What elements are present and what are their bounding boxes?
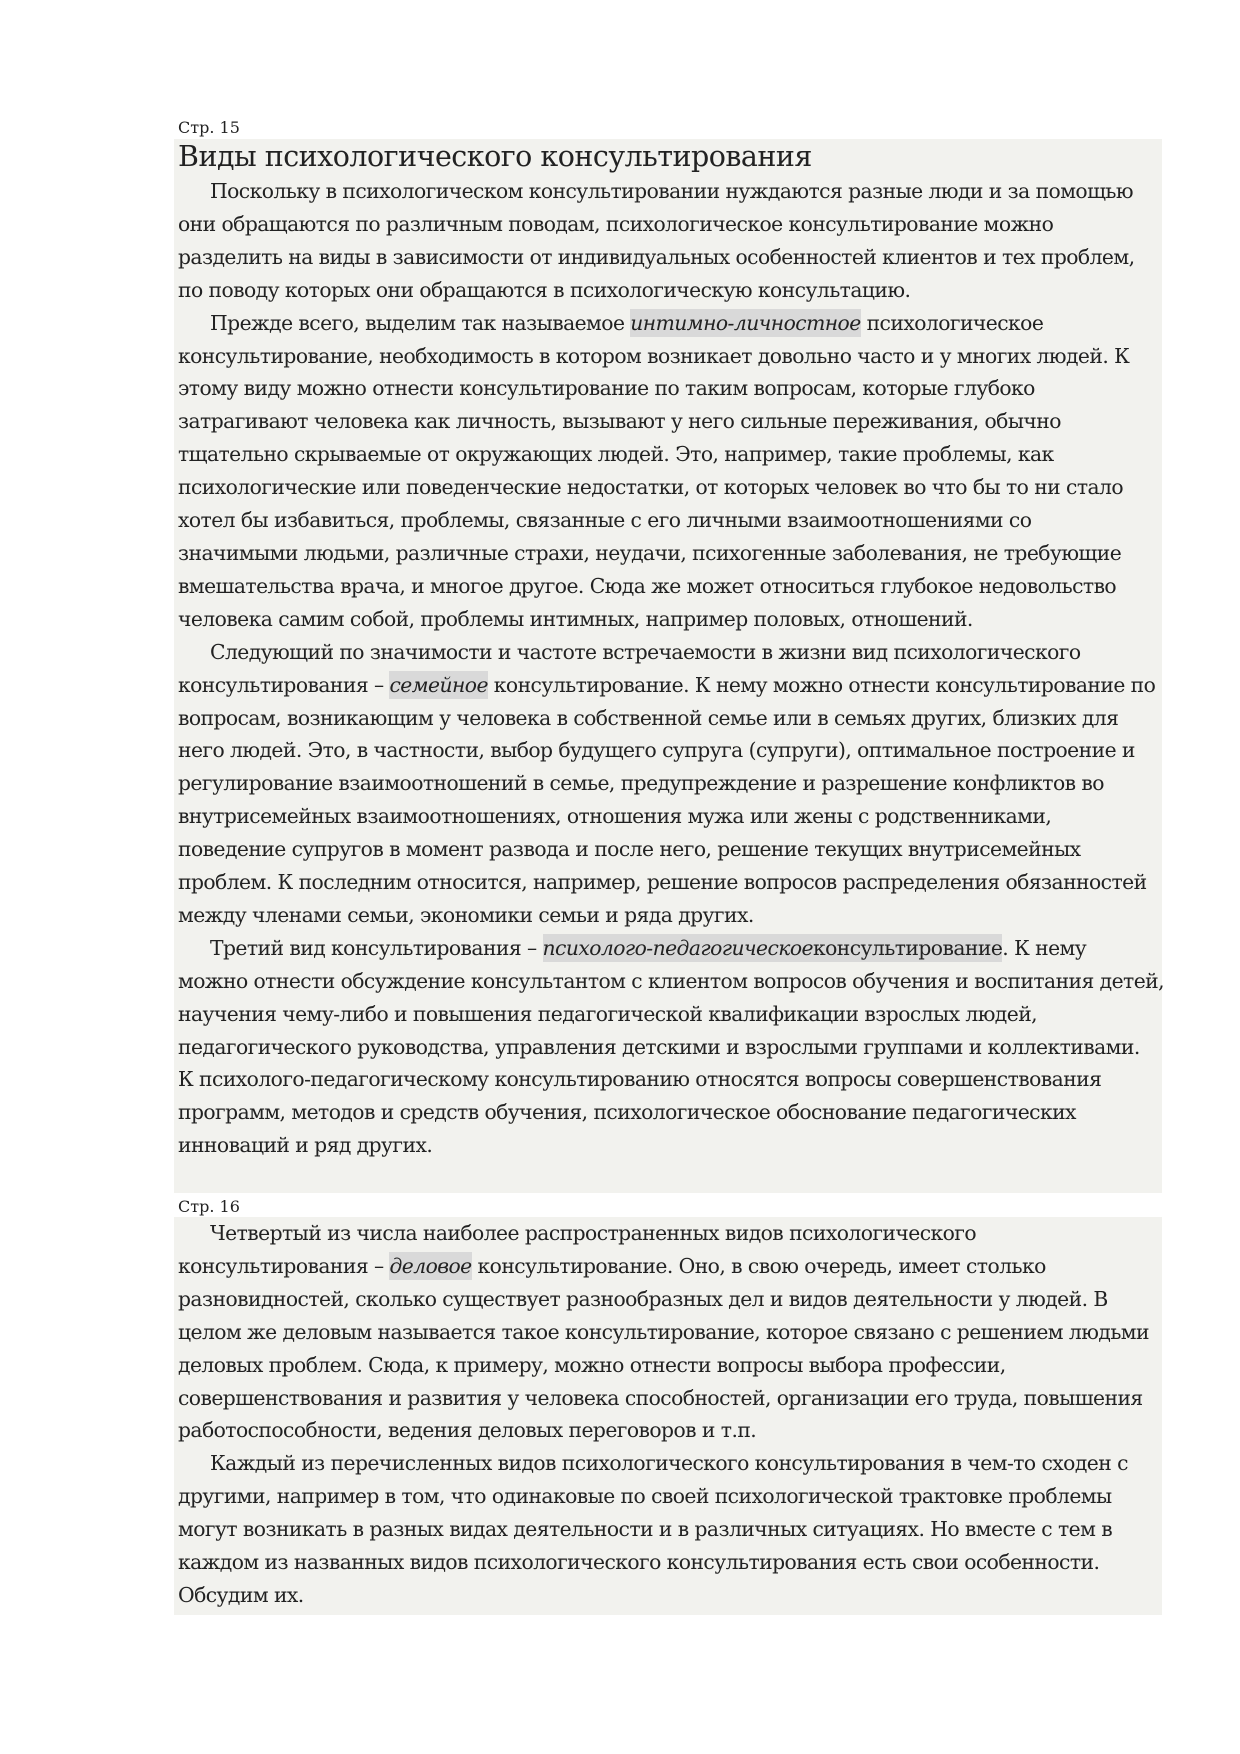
text-line: внутрисемейных взаимоотношениях, отношения мужа или жены с родственниками, bbox=[178, 804, 1052, 829]
term-italic: психолого-педагогическое bbox=[542, 935, 813, 960]
text-line: Четвертый из числа наиболее распространенных видов психологического bbox=[210, 1221, 977, 1245]
text-line: Следующий по значимости и частоте встречаемости в жизни вид психологического bbox=[210, 639, 1081, 664]
text-line: целом же деловым называется такое консультирование, которое связано с решением людьми bbox=[178, 1319, 1149, 1344]
text-fragment: Прежде всего, выделим так называемое bbox=[210, 310, 631, 335]
text-fragment: консультирования – bbox=[178, 1253, 390, 1278]
text-fragment: консультирование. Оно, в свою очередь, имеет столько bbox=[471, 1253, 1046, 1278]
text-line: тщательно скрываемые от окружающих людей. Это, например, такие проблемы, как bbox=[178, 442, 1054, 467]
text-line: совершенствования и развития у человека способностей, организации его труда, повышения bbox=[178, 1385, 1143, 1410]
text-line: значимыми людьми, различные страхи, неудачи, психогенные заболевания, не требующие bbox=[178, 540, 1122, 565]
text-line: можно отнести обсуждение консультантом с клиентом вопросов обучения и воспитания детей, bbox=[178, 968, 1165, 993]
text-line: хотел бы избавиться, проблемы, связанные с его личными взаимоотношениями со bbox=[178, 508, 1032, 533]
term-highlight: интимно-личностное bbox=[630, 310, 861, 335]
term-highlight: деловое bbox=[389, 1253, 472, 1278]
section-title: Виды психологического консультирования bbox=[178, 140, 812, 173]
text-line: разновидностей, сколько существует разнообразных дел и видов деятельности у людей. В bbox=[178, 1286, 1108, 1311]
page-label-16: Стр. 16 bbox=[178, 1197, 240, 1216]
text-line: работоспособности, ведения деловых переговоров и т.п. bbox=[178, 1418, 757, 1443]
text-line: программ, методов и средств обучения, психологическое обоснование педагогических bbox=[178, 1100, 1076, 1125]
text-line: проблем. К последним относится, например, решение вопросов распределения обязанностей bbox=[178, 870, 1147, 895]
text-line: научения чему-либо и повышения педагогической квалификации взрослых людей, bbox=[178, 1001, 1038, 1026]
text-fragment: . К нему bbox=[1002, 935, 1087, 960]
paragraph-6 bbox=[178, 1447, 1156, 1612]
text-line: консультирование, необходимость в котором возникает довольно часто и у многих людей. К bbox=[178, 343, 1130, 368]
text-line: педагогического руководства, управления детскими и взрослыми группами и коллективами. bbox=[178, 1034, 1140, 1059]
text-line: разделить на виды в зависимости от индивидуальных особенностей клиентов и тех проблем, bbox=[178, 244, 1135, 269]
text-line: могут возникать в разных видах деятельности и в различных ситуациях. Но вместе с тем в bbox=[178, 1517, 1113, 1542]
term-tail: консультирование bbox=[812, 935, 1003, 960]
text-line: деловых проблем. Сюда, к примеру, можно отнести вопросы выбора профессии, bbox=[178, 1352, 1006, 1377]
text-line: каждом из названных видов психологического консультирования есть свои особенности. bbox=[178, 1550, 1100, 1575]
text-fragment: психологическое bbox=[860, 310, 1044, 335]
page-15-block bbox=[174, 139, 1165, 1193]
text-fragment: консультирования – bbox=[178, 672, 390, 697]
text-line: вопросам, возникающим у человека в собственной семье или в семьях других, близких для bbox=[178, 705, 1119, 730]
term-highlight bbox=[543, 934, 1003, 962]
text-line: по поводу которых они обращаются в психологическую консультацию. bbox=[178, 277, 911, 302]
text-line: они обращаются по различным поводам, психологическое консультирование можно bbox=[178, 211, 1054, 236]
paragraph-3 bbox=[178, 636, 1156, 932]
text-line bbox=[178, 669, 1156, 702]
paragraph-4 bbox=[178, 932, 1165, 1162]
text-line bbox=[178, 932, 1156, 965]
page-16-block bbox=[174, 1217, 1162, 1615]
text-line bbox=[178, 307, 1156, 340]
text-line: Поскольку в психологическом консультировании нуждаются разные люди и за помощью bbox=[210, 179, 1133, 203]
text-line: регулирование взаимоотношений в семье, предупреждение и разрешение конфликтов во bbox=[178, 771, 1104, 796]
text-line: поведение супругов в момент развода и после него, решение текущих внутрисемейных bbox=[178, 837, 1081, 862]
text-line: вмешательства врача, и многое другое. Сюда же может относиться глубокое недовольство bbox=[178, 573, 1117, 598]
text-line: него людей. Это, в частности, выбор будущего супруга (супруги), оптимальное построение и bbox=[178, 738, 1135, 763]
text-line: психологические или поведенческие недостатки, от которых человек во что бы то ни стало bbox=[178, 475, 1124, 500]
paragraph-2 bbox=[178, 307, 1156, 636]
text-fragment: консультирование. К нему можно отнести консультирование по bbox=[487, 672, 1156, 697]
text-line: инноваций и ряд других. bbox=[178, 1133, 433, 1158]
text-line: Обсудим их. bbox=[178, 1582, 304, 1607]
text-line: К психолого-педагогическому консультированию относятся вопросы совершенствования bbox=[178, 1067, 1102, 1092]
paragraph-5 bbox=[178, 1217, 1156, 1447]
text-line: этому виду можно отнести консультирование по таким вопросам, которые глубоко bbox=[178, 376, 1035, 401]
text-line: между членами семьи, экономики семьи и ряда других. bbox=[178, 902, 754, 927]
paragraph-1 bbox=[178, 175, 1156, 307]
text-fragment: Третий вид консультирования – bbox=[210, 935, 543, 960]
text-line: Каждый из перечисленных видов психологического консультирования в чем-то сходен с bbox=[210, 1451, 1128, 1476]
page-label-15: Стр. 15 bbox=[178, 118, 240, 137]
text-line: другими, например в том, что одинаковые по своей психологической трактовке проблемы bbox=[178, 1484, 1112, 1509]
text-line bbox=[178, 1250, 1156, 1283]
text-line: затрагивают человека как личность, вызывают у него сильные переживания, обычно bbox=[178, 409, 1061, 434]
term-highlight: семейное bbox=[389, 672, 488, 697]
text-line: человека самим собой, проблемы интимных, например половых, отношений. bbox=[178, 606, 973, 631]
